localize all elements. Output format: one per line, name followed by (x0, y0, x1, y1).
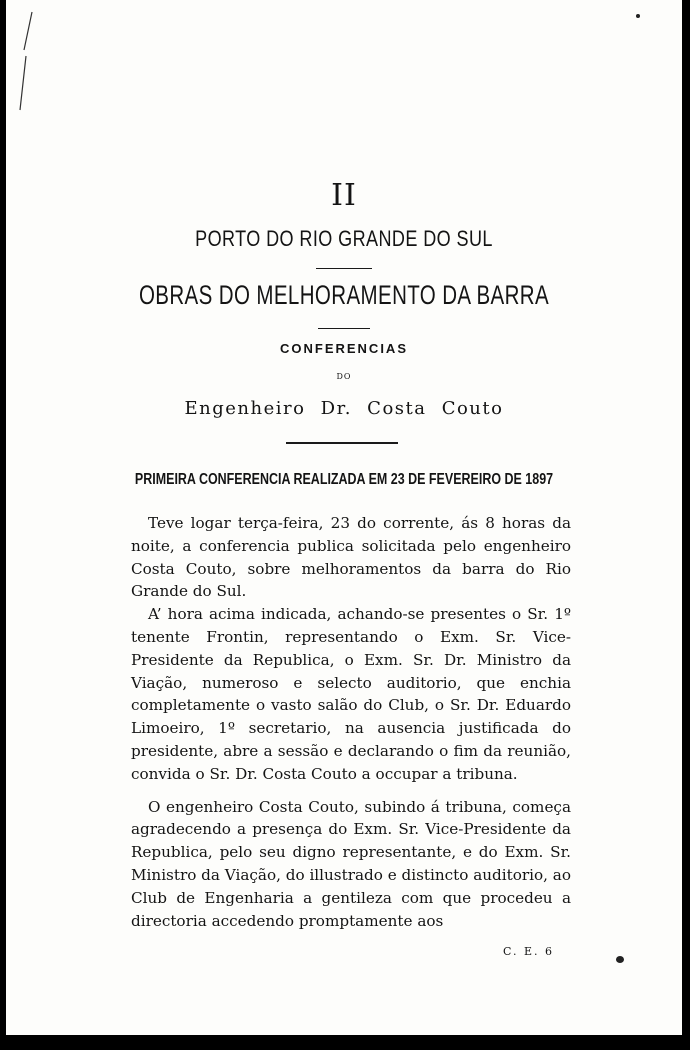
subtitle-conferences: CONFERENCIAS (279, 341, 408, 356)
paragraph: A’ hora acima indicada, achando-se presentes o Sr. 1º tenente Frontin, representando o Exm. Sr. Vice-Presidente da Republica, o Exm. Sr. Dr. Ministro da Viação, numeroso e selecto auditorio, que enchia completamente o vasto salão do Club, o Sr. Dr. Eduardo Limoeiro, 1º secretario, na ausencia justificada do presidente, abre a sessão e declarando o fim da reunião, convida o Sr. Dr. Costa Couto a occupar a tribuna. (131, 605, 571, 783)
title-port: PORTO DO RIO GRANDE DO SUL (195, 226, 493, 251)
chapter-numeral: II (331, 178, 357, 213)
ink-speck (636, 14, 640, 18)
divider-rule (286, 442, 398, 444)
divider-rule (316, 268, 372, 269)
paragraph: Teve logar terça-feira, 23 do corrente, ás 8 horas da noite, a conferencia publica solicitada pelo engenheiro Costa Couto, sobre melhoramentos da barra do Rio Grande do Sul. (131, 514, 571, 601)
document-page (6, 0, 682, 1035)
subtitle-connector: DO (336, 372, 352, 381)
section-heading: PRIMEIRA CONFERENCIA REALIZADA EM 23 DE FEVEREIRO DE 1897 (134, 471, 554, 488)
body-text (131, 512, 571, 932)
margin-scratch-mark (10, 10, 40, 120)
signature-mark: C. E. 6 (503, 945, 555, 958)
author-line: Engenheiro Dr. Costa Couto (184, 398, 504, 419)
ink-blot (616, 956, 624, 963)
divider-rule (318, 328, 370, 329)
title-works: OBRAS DO MELHORAMENTO DA BARRA (138, 280, 550, 310)
paragraph: O engenheiro Costa Couto, subindo á tribuna, começa agradecendo a presença do Exm. Sr. Vice-Presidente da Republica, pelo seu digno representante, e do Exm. Sr. Ministro da Viação, do illustrado e distincto auditorio, ao Club de Engenharia a gentileza com que procedeu a directoria accedendo promptamente aos (131, 797, 571, 930)
